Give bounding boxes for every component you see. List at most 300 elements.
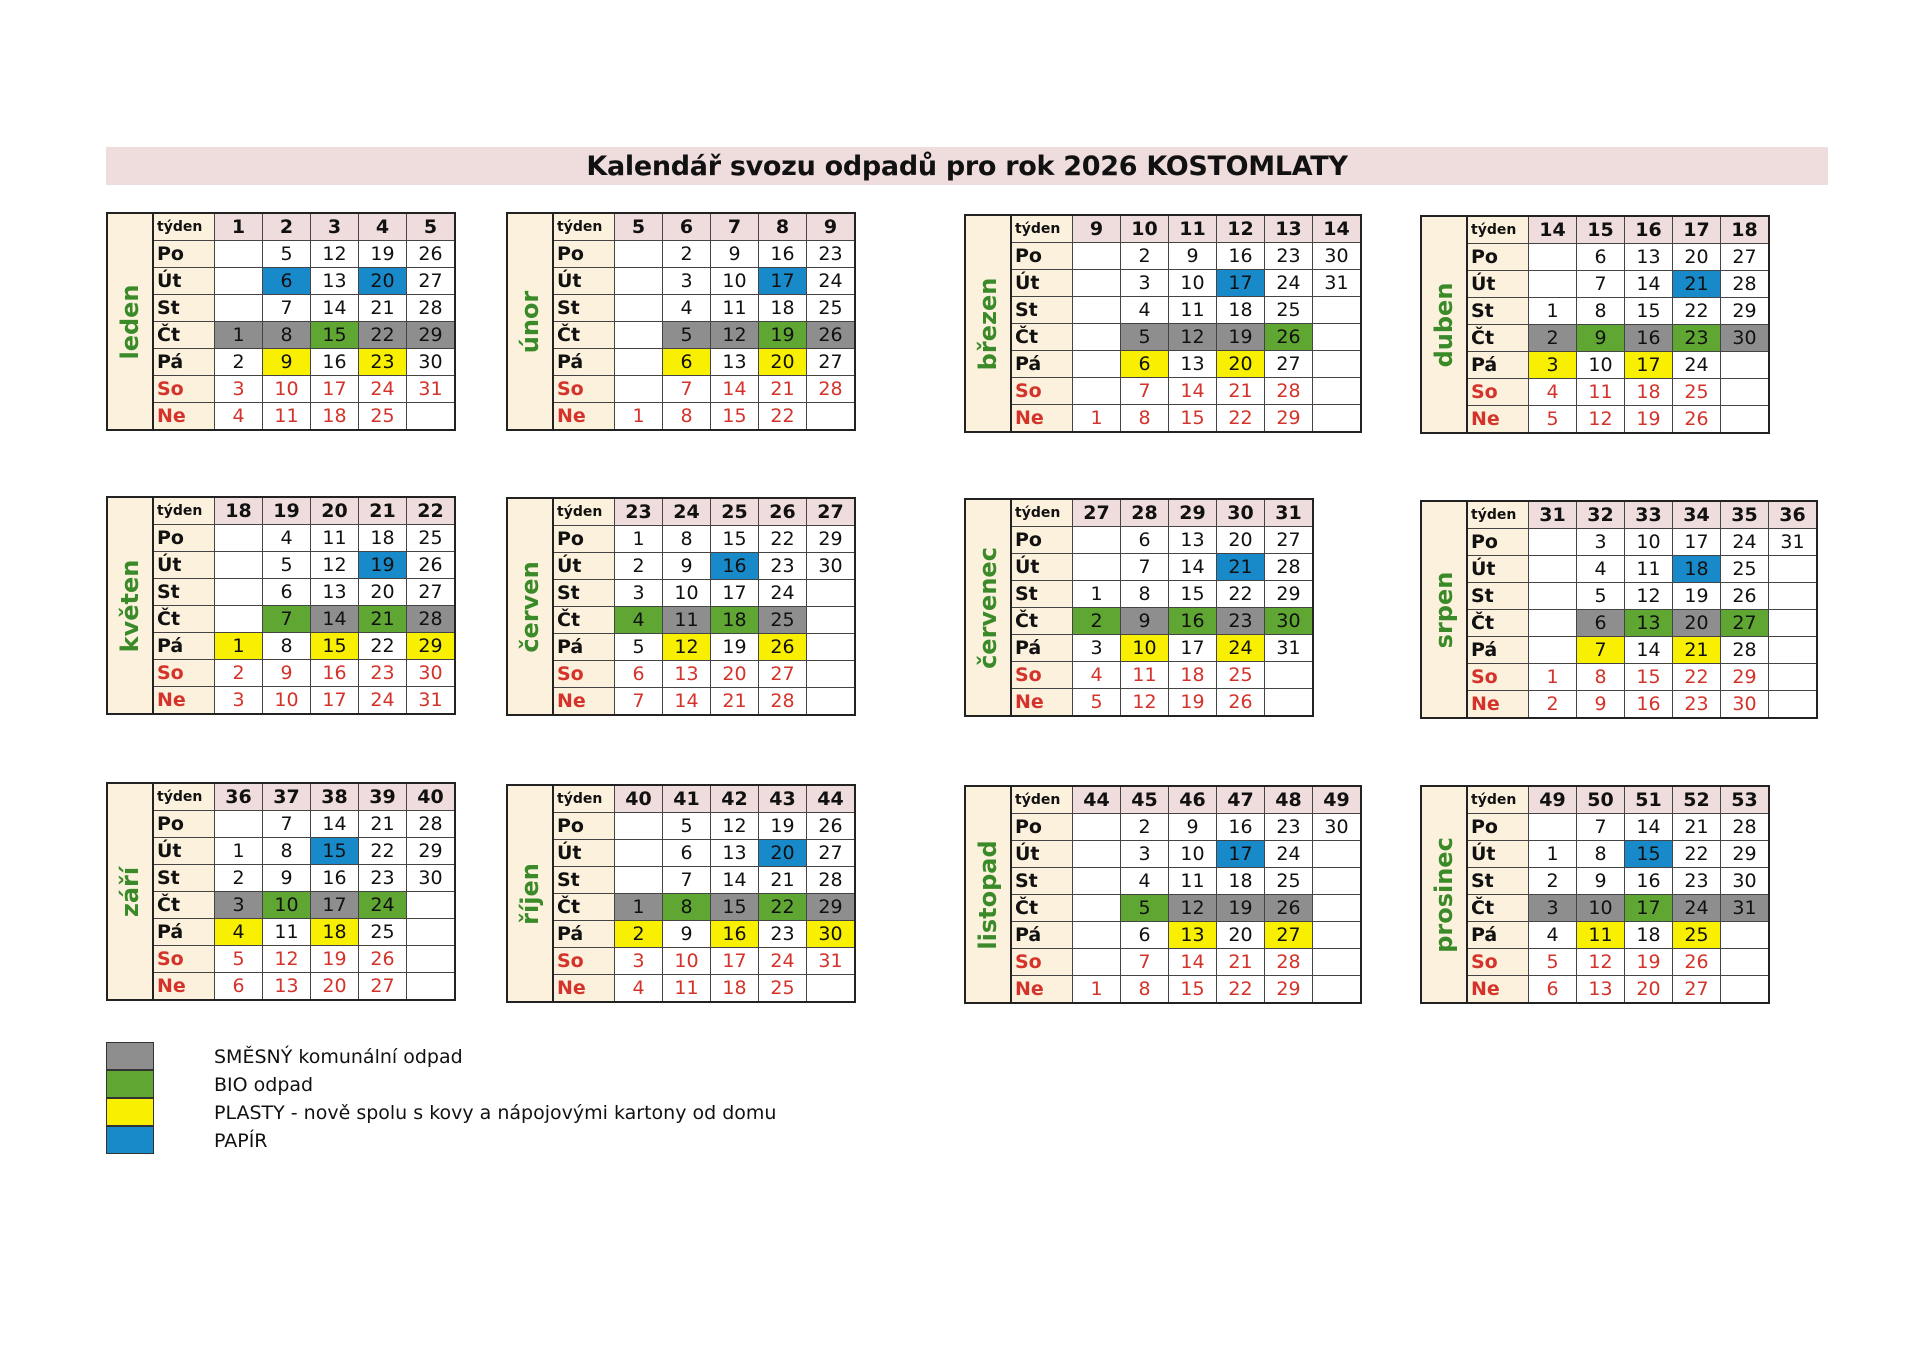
day-cell: 31 [807, 948, 856, 975]
week-number: 9 [1073, 215, 1121, 243]
day-cell [1313, 922, 1362, 949]
week-number: 5 [407, 213, 456, 241]
day-row [153, 349, 455, 376]
day-row [1467, 691, 1817, 719]
day-cell [1073, 297, 1121, 324]
day-cell: 11 [311, 525, 359, 552]
day-cell [1769, 664, 1818, 691]
day-row [153, 376, 455, 403]
week-row [1011, 215, 1361, 243]
day-cell: 18 [1625, 922, 1673, 949]
row-label: Po [553, 813, 615, 840]
row-label: St [553, 295, 615, 322]
week-number: 11 [1169, 215, 1217, 243]
day-cell: 1 [215, 838, 263, 865]
week-row [1467, 216, 1769, 244]
day-cell: 15 [311, 838, 359, 865]
day-row [1011, 662, 1313, 689]
day-cell: 11 [663, 607, 711, 634]
week-number: 14 [1313, 215, 1362, 243]
day-cell: 25 [1673, 922, 1721, 949]
week-number: 40 [407, 783, 456, 811]
day-cell: 15 [1169, 405, 1217, 433]
day-cell: 3 [615, 948, 663, 975]
day-cell [1721, 922, 1770, 949]
row-label: Čt [1011, 608, 1073, 635]
month-table [552, 497, 856, 716]
week-number: 31 [1529, 501, 1577, 529]
day-cell: 4 [1121, 297, 1169, 324]
day-cell: 14 [1169, 378, 1217, 405]
day-cell: 16 [1625, 691, 1673, 719]
day-cell [215, 525, 263, 552]
day-cell: 16 [1625, 325, 1673, 352]
day-cell: 4 [663, 295, 711, 322]
row-label: týden [1011, 499, 1073, 527]
day-cell: 29 [1265, 405, 1313, 433]
day-cell [407, 403, 456, 431]
day-cell: 28 [1721, 637, 1769, 664]
day-cell: 19 [1169, 689, 1217, 717]
day-row [1011, 297, 1361, 324]
day-cell: 14 [311, 295, 359, 322]
day-cell: 27 [407, 268, 456, 295]
day-row [1011, 243, 1361, 270]
day-cell: 30 [1721, 325, 1770, 352]
day-cell: 27 [1673, 976, 1721, 1004]
day-cell: 10 [1169, 841, 1217, 868]
week-row [1467, 501, 1817, 529]
day-cell: 24 [359, 687, 407, 715]
week-number: 14 [1529, 216, 1577, 244]
day-cell [615, 840, 663, 867]
day-cell: 20 [359, 579, 407, 606]
month-únor [506, 212, 856, 431]
day-cell: 19 [759, 322, 807, 349]
day-cell: 29 [1265, 581, 1314, 608]
day-cell [1313, 297, 1362, 324]
day-cell: 1 [615, 526, 663, 553]
row-label: So [153, 946, 215, 973]
day-cell: 24 [759, 948, 807, 975]
day-cell [1073, 814, 1121, 841]
day-cell: 12 [1169, 324, 1217, 351]
row-label: Čt [153, 606, 215, 633]
day-cell: 13 [311, 268, 359, 295]
week-number: 18 [1721, 216, 1770, 244]
month-duben [1420, 215, 1770, 434]
day-cell: 22 [759, 403, 807, 431]
day-cell: 12 [263, 946, 311, 973]
day-cell [1529, 556, 1577, 583]
week-row [1011, 499, 1313, 527]
row-label: Po [153, 811, 215, 838]
day-cell: 16 [711, 921, 759, 948]
day-cell: 30 [407, 349, 456, 376]
row-label: Út [153, 268, 215, 295]
day-cell: 29 [407, 322, 456, 349]
day-cell: 16 [311, 865, 359, 892]
day-cell [407, 973, 456, 1001]
day-cell: 16 [311, 349, 359, 376]
week-number: 16 [1625, 216, 1673, 244]
day-cell: 17 [311, 892, 359, 919]
row-label: Ne [1011, 976, 1073, 1004]
day-cell [1313, 868, 1362, 895]
row-label: Út [1011, 841, 1073, 868]
day-cell: 28 [1721, 271, 1770, 298]
day-cell: 15 [1169, 976, 1217, 1004]
day-cell: 2 [615, 921, 663, 948]
month-září [106, 782, 456, 1001]
day-cell [615, 867, 663, 894]
day-cell: 26 [1673, 406, 1721, 434]
day-cell: 9 [663, 553, 711, 580]
legend-swatch [106, 1098, 154, 1126]
day-cell: 11 [1169, 297, 1217, 324]
day-cell: 21 [359, 295, 407, 322]
day-cell: 25 [1673, 379, 1721, 406]
day-cell: 3 [1073, 635, 1121, 662]
week-row [553, 498, 855, 526]
day-cell [1265, 662, 1314, 689]
row-label: Pá [553, 634, 615, 661]
day-cell: 27 [807, 349, 856, 376]
day-cell: 5 [1073, 689, 1121, 717]
day-cell [1313, 976, 1362, 1004]
day-cell: 17 [311, 376, 359, 403]
month-table [552, 212, 856, 431]
day-cell: 23 [1673, 868, 1721, 895]
day-row [1467, 841, 1769, 868]
legend-label: PLASTY - nově spolu s kovy a nápojovými kartony od domu [214, 1102, 777, 1124]
day-cell: 21 [1673, 637, 1721, 664]
day-cell: 20 [311, 973, 359, 1001]
day-row [553, 526, 855, 553]
day-cell [1313, 895, 1362, 922]
day-cell: 24 [1673, 895, 1721, 922]
day-row [153, 946, 455, 973]
week-number: 17 [1673, 216, 1721, 244]
day-cell: 23 [359, 349, 407, 376]
row-label: týden [553, 498, 615, 526]
row-label: So [1011, 378, 1073, 405]
day-cell: 9 [663, 921, 711, 948]
row-label: So [153, 660, 215, 687]
day-cell: 15 [1625, 841, 1673, 868]
row-label: Pá [1467, 922, 1529, 949]
day-cell: 19 [359, 552, 407, 579]
day-row [153, 403, 455, 431]
row-label: St [1011, 297, 1073, 324]
day-cell: 9 [711, 241, 759, 268]
day-cell: 17 [711, 580, 759, 607]
day-cell: 5 [1577, 583, 1625, 610]
day-cell: 18 [311, 919, 359, 946]
day-cell: 14 [311, 811, 359, 838]
day-cell: 27 [359, 973, 407, 1001]
row-label: Pá [153, 349, 215, 376]
day-cell: 19 [759, 813, 807, 840]
week-number: 49 [1313, 786, 1362, 814]
week-row [153, 497, 455, 525]
day-cell: 5 [1529, 949, 1577, 976]
day-cell [1073, 895, 1121, 922]
day-cell: 28 [1721, 814, 1770, 841]
day-cell: 7 [1121, 378, 1169, 405]
day-row [1467, 379, 1769, 406]
day-cell: 17 [1217, 841, 1265, 868]
day-row [1467, 583, 1817, 610]
day-cell: 10 [711, 268, 759, 295]
row-label: Pá [153, 633, 215, 660]
day-cell: 21 [359, 606, 407, 633]
day-cell: 16 [1169, 608, 1217, 635]
day-cell [1769, 556, 1818, 583]
week-number: 5 [615, 213, 663, 241]
day-cell [1313, 405, 1362, 433]
day-cell: 7 [263, 606, 311, 633]
day-cell: 24 [1673, 352, 1721, 379]
day-row [1011, 405, 1361, 433]
month-label [106, 212, 152, 431]
day-cell: 26 [407, 552, 456, 579]
row-label: Ne [1467, 406, 1529, 434]
row-label: Čt [1011, 324, 1073, 351]
day-cell: 16 [1217, 814, 1265, 841]
day-cell [1769, 691, 1818, 719]
row-label: Ne [1467, 976, 1529, 1004]
day-cell: 25 [359, 403, 407, 431]
day-cell: 12 [1577, 949, 1625, 976]
day-cell: 24 [359, 376, 407, 403]
day-cell: 2 [1529, 325, 1577, 352]
day-cell [1769, 610, 1818, 637]
day-cell: 13 [711, 840, 759, 867]
row-label: Čt [553, 322, 615, 349]
week-number: 36 [1769, 501, 1818, 529]
day-cell: 23 [759, 921, 807, 948]
week-number: 20 [311, 497, 359, 525]
day-cell: 7 [263, 811, 311, 838]
day-cell: 27 [407, 579, 456, 606]
day-row [153, 268, 455, 295]
day-cell: 21 [711, 688, 759, 716]
day-cell: 29 [407, 633, 456, 660]
day-cell: 8 [1577, 841, 1625, 868]
week-number: 15 [1577, 216, 1625, 244]
day-cell: 19 [1625, 406, 1673, 434]
day-cell: 3 [215, 892, 263, 919]
week-number: 38 [311, 783, 359, 811]
day-cell [215, 295, 263, 322]
day-cell: 24 [1265, 270, 1313, 297]
row-label: St [1467, 868, 1529, 895]
row-label: So [1467, 664, 1529, 691]
week-number: 8 [759, 213, 807, 241]
week-number: 49 [1529, 786, 1577, 814]
week-number: 24 [663, 498, 711, 526]
day-cell: 8 [1121, 976, 1169, 1004]
week-number: 39 [359, 783, 407, 811]
day-cell: 27 [1721, 610, 1769, 637]
day-row [153, 295, 455, 322]
day-row [1467, 664, 1817, 691]
day-cell: 10 [263, 892, 311, 919]
week-number: 29 [1169, 499, 1217, 527]
day-cell: 27 [1265, 351, 1313, 378]
row-label: Ne [1011, 689, 1073, 717]
day-cell [807, 607, 856, 634]
day-cell: 28 [1265, 554, 1314, 581]
week-number: 3 [311, 213, 359, 241]
month-label [106, 782, 152, 1001]
row-label: týden [553, 785, 615, 813]
day-row [153, 811, 455, 838]
day-cell: 18 [711, 975, 759, 1003]
day-cell: 31 [407, 376, 456, 403]
day-cell [1313, 949, 1362, 976]
day-cell: 9 [1169, 814, 1217, 841]
day-cell: 8 [263, 322, 311, 349]
day-cell: 11 [663, 975, 711, 1003]
day-cell: 2 [215, 865, 263, 892]
day-cell: 14 [1625, 814, 1673, 841]
week-number: 21 [359, 497, 407, 525]
month-name: červen [516, 560, 544, 653]
day-cell: 22 [759, 526, 807, 553]
day-cell [1313, 351, 1362, 378]
day-cell [807, 403, 856, 431]
day-cell: 7 [663, 376, 711, 403]
day-cell: 1 [1529, 298, 1577, 325]
day-cell: 27 [1721, 244, 1770, 271]
day-cell: 16 [711, 553, 759, 580]
day-cell: 17 [711, 948, 759, 975]
day-cell: 12 [663, 634, 711, 661]
day-cell: 26 [359, 946, 407, 973]
day-cell [1529, 271, 1577, 298]
row-label: Pá [553, 921, 615, 948]
day-cell: 17 [1217, 270, 1265, 297]
day-row [1011, 895, 1361, 922]
day-row [1011, 689, 1313, 717]
week-number: 41 [663, 785, 711, 813]
day-cell: 10 [1121, 635, 1169, 662]
day-row [1011, 527, 1313, 554]
row-label: So [1467, 949, 1529, 976]
day-cell: 3 [215, 376, 263, 403]
day-cell: 4 [215, 403, 263, 431]
day-cell: 31 [1313, 270, 1362, 297]
day-cell: 18 [311, 403, 359, 431]
day-cell: 13 [1625, 244, 1673, 271]
day-cell: 6 [663, 349, 711, 376]
day-row [1011, 814, 1361, 841]
day-cell: 28 [407, 811, 456, 838]
day-cell: 1 [615, 894, 663, 921]
month-table [152, 782, 456, 1001]
day-cell [1529, 610, 1577, 637]
day-cell: 21 [1673, 271, 1721, 298]
month-table [152, 496, 456, 715]
month-prosinec [1420, 785, 1770, 1004]
day-cell: 6 [615, 661, 663, 688]
day-row [1467, 556, 1817, 583]
week-number: 47 [1217, 786, 1265, 814]
day-cell: 15 [1169, 581, 1217, 608]
day-cell: 2 [1073, 608, 1121, 635]
day-cell: 9 [1577, 325, 1625, 352]
day-cell: 30 [1721, 691, 1769, 719]
month-table [1010, 785, 1362, 1004]
day-cell: 8 [263, 838, 311, 865]
day-cell: 19 [359, 241, 407, 268]
day-cell: 2 [1529, 868, 1577, 895]
day-row [1011, 554, 1313, 581]
day-cell: 25 [1217, 662, 1265, 689]
day-cell: 31 [1265, 635, 1314, 662]
row-label: Út [1011, 270, 1073, 297]
day-cell: 21 [359, 811, 407, 838]
day-row [153, 687, 455, 715]
day-cell: 9 [1169, 243, 1217, 270]
row-label: Ne [153, 403, 215, 431]
row-label: týden [1467, 501, 1529, 529]
day-cell: 8 [1121, 405, 1169, 433]
week-number: 31 [1265, 499, 1314, 527]
day-cell: 1 [1529, 841, 1577, 868]
day-cell: 18 [1217, 868, 1265, 895]
day-cell: 16 [1217, 243, 1265, 270]
day-cell: 29 [1265, 976, 1313, 1004]
month-name: leden [116, 283, 144, 360]
row-label: Pá [1011, 635, 1073, 662]
day-cell: 17 [1169, 635, 1217, 662]
week-number: 2 [263, 213, 311, 241]
day-row [153, 660, 455, 687]
day-cell: 27 [1265, 922, 1313, 949]
week-number: 40 [615, 785, 663, 813]
day-cell: 18 [711, 607, 759, 634]
day-cell: 29 [407, 838, 456, 865]
day-cell: 10 [663, 948, 711, 975]
week-number: 51 [1625, 786, 1673, 814]
day-cell: 1 [1073, 581, 1121, 608]
row-label: Út [1467, 841, 1529, 868]
month-label [506, 784, 552, 1003]
row-label: Ne [153, 973, 215, 1001]
row-label: Čt [1011, 895, 1073, 922]
month-label [1420, 785, 1466, 1004]
day-row [553, 948, 855, 975]
day-cell: 6 [1121, 922, 1169, 949]
day-row [1467, 976, 1769, 1004]
week-row [553, 785, 855, 813]
row-label: Pá [1011, 922, 1073, 949]
row-label: Čt [153, 892, 215, 919]
row-label: Po [153, 241, 215, 268]
day-cell [615, 349, 663, 376]
day-cell: 11 [1169, 868, 1217, 895]
day-cell: 26 [759, 634, 807, 661]
day-row [153, 865, 455, 892]
day-cell: 25 [359, 919, 407, 946]
month-table [1010, 214, 1362, 433]
day-cell: 4 [615, 975, 663, 1003]
week-number: 6 [663, 213, 711, 241]
month-name: červenec [974, 546, 1002, 669]
